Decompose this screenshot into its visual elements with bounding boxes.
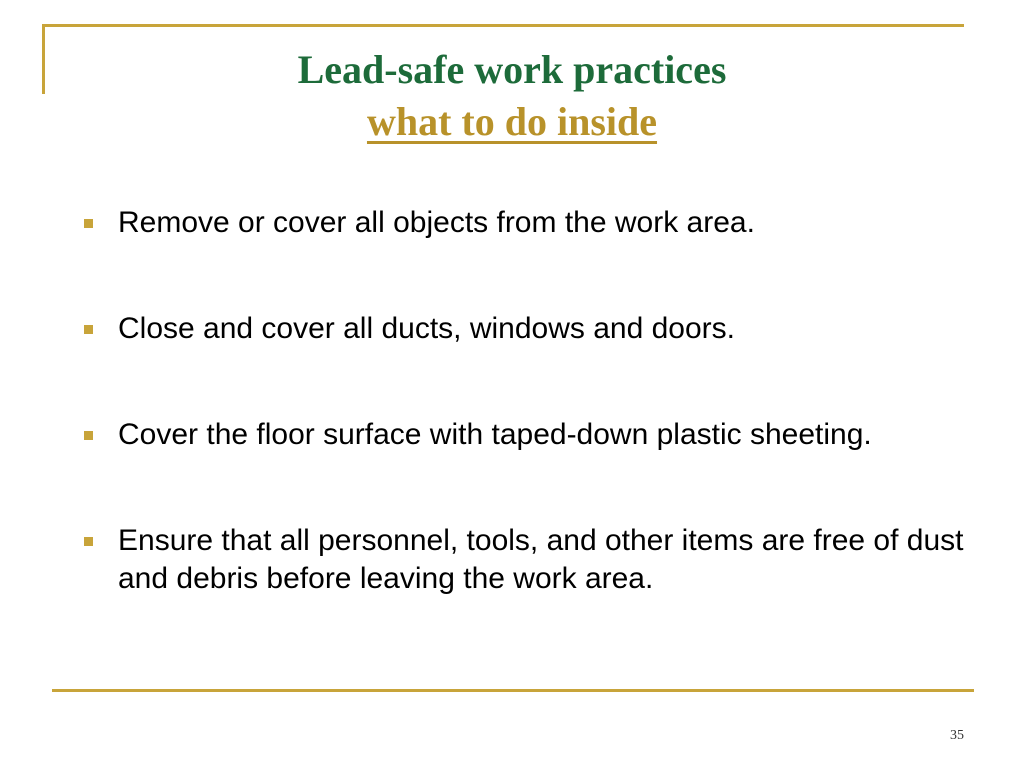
- slide-title: Lead-safe work practices: [297, 47, 727, 92]
- list-item: [84, 204, 964, 242]
- bullet-text: Ensure that all personnel, tools, and other items are free of dust and debris before leaving the work area.: [118, 524, 964, 595]
- square-bullet-icon: [84, 325, 93, 334]
- frame-top-line: [42, 24, 964, 27]
- slide-subtitle: what to do inside: [366, 99, 658, 144]
- bullet-text: Remove or cover all objects from the work area.: [118, 206, 755, 239]
- list-item: [84, 522, 964, 598]
- list-item: [84, 310, 964, 348]
- square-bullet-icon: [84, 431, 93, 440]
- bullet-text: Close and cover all ducts, windows and doors.: [118, 312, 735, 345]
- square-bullet-icon: [84, 537, 93, 546]
- frame-bottom-line: [52, 689, 974, 692]
- square-bullet-icon: [84, 219, 93, 228]
- bullet-list: [84, 204, 964, 666]
- list-item: [84, 416, 964, 454]
- bullet-text: Cover the floor surface with taped-down plastic sheeting.: [118, 418, 872, 451]
- title-block: [0, 44, 1024, 148]
- page-number: 35: [950, 728, 964, 743]
